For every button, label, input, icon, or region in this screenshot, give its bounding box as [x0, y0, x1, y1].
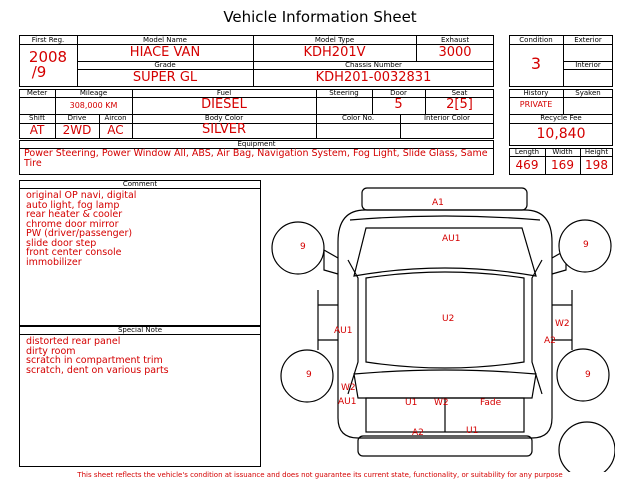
comment-item: chrome door mirror	[26, 218, 119, 230]
disclaimer-footer: This sheet reflects the vehicle's condition at issuance and does not guarantee its current state, functionality, or suitability for any purpose	[77, 471, 563, 479]
aircon-value: AC	[107, 123, 124, 137]
special-note-item: scratch in compartment trim	[26, 355, 163, 366]
front-panel	[350, 216, 540, 220]
model-name-value: HIACE VAN	[129, 45, 201, 60]
damage-right-side-a2: A2	[544, 336, 556, 346]
damage-rear-door-u1: U1	[405, 398, 418, 408]
fuel-value: DIESEL	[201, 97, 247, 112]
first-reg-month: /9	[31, 63, 47, 81]
condition-label: Condition	[519, 36, 553, 44]
damage-front-bumper: A1	[432, 198, 444, 208]
comment-item: slide door step	[26, 237, 97, 249]
left-mirror	[324, 250, 338, 274]
special-note-item: scratch, dent on various parts	[26, 364, 169, 376]
comment-item: original OP navi, digital	[26, 190, 137, 201]
history-label: History	[523, 89, 549, 97]
equipment-label: Equipment	[237, 140, 276, 148]
model-name-label: Model Name	[143, 36, 187, 44]
damage-rear-fade: Fade	[480, 398, 502, 408]
model-type-label: Model Type	[314, 36, 355, 44]
recycle-fee-label: Recycle Fee	[540, 114, 582, 122]
drive-label: Drive	[67, 114, 87, 122]
damage-roof: U2	[442, 314, 455, 324]
interior-color-label: Interior Color	[423, 114, 471, 122]
seat-value: 2[5]	[446, 97, 473, 112]
first-reg-year: 2008	[28, 48, 68, 66]
damage-hood: AU1	[442, 234, 461, 244]
rear-bumper	[358, 436, 532, 456]
exhaust-value: 3000	[438, 45, 472, 60]
history-value: PRIVATE	[519, 100, 553, 109]
exterior-label: Exterior	[574, 36, 602, 44]
special-note-list	[26, 337, 258, 375]
special-note-label: Special Note	[117, 326, 163, 334]
length-label: Length	[514, 148, 540, 156]
comment-item: front center console	[26, 247, 122, 258]
syaken-label: Syaken	[575, 89, 601, 97]
mileage-label: Mileage	[79, 89, 108, 97]
front-left-wheel	[272, 222, 324, 274]
front-bumper	[362, 188, 527, 210]
comment-item: auto light, fog lamp	[26, 199, 120, 211]
body-color-label: Body Color	[204, 114, 244, 122]
special-note-item: distorted rear panel	[26, 336, 121, 347]
damage-right-side-w2: W2	[555, 319, 570, 329]
exhaust-label: Exhaust	[440, 36, 470, 44]
width-label: Width	[552, 148, 573, 156]
height-value: 198	[585, 158, 608, 172]
spare-wheel	[559, 422, 615, 472]
damage-rear-right-wheel: 9	[585, 370, 591, 380]
mileage-value: 308,000 KM	[69, 101, 118, 110]
comment-item: rear heater & cooler	[26, 209, 123, 220]
comment-item: immobilizer	[26, 256, 82, 268]
meter-label: Meter	[26, 89, 48, 97]
chassis-value: KDH201-0032831	[315, 70, 432, 85]
special-note-item: dirty room	[26, 345, 76, 357]
first-reg-label: First Reg.	[31, 36, 65, 44]
damage-rear-bumper-u1: U1	[466, 426, 479, 436]
damage-front-right-wheel: 9	[583, 240, 589, 250]
comment-label: Comment	[122, 180, 158, 188]
rear-right-wheel	[557, 349, 609, 401]
body-color-value: SILVER	[201, 122, 247, 137]
shift-value: AT	[29, 123, 45, 137]
door-value: 5	[394, 97, 403, 112]
comment-item: PW (driver/passenger)	[26, 228, 133, 239]
width-value: 169	[551, 158, 574, 172]
damage-rear-bumper-a2: A2	[412, 428, 424, 438]
height-label: Height	[584, 148, 609, 156]
rear-window	[354, 370, 536, 398]
recycle-fee-value: 10,840	[536, 126, 586, 142]
damage-left-side: AU1	[334, 326, 353, 336]
shift-label: Shift	[29, 114, 45, 122]
condition-value: 3	[530, 54, 542, 73]
interior-label: Interior	[575, 61, 601, 69]
page-title: Vehicle Information Sheet	[223, 8, 417, 26]
chassis-label: Chassis Number	[345, 61, 402, 69]
damage-rear-left-wheel: 9	[306, 370, 312, 380]
seat-label: Seat	[451, 89, 468, 97]
drive-value: 2WD	[62, 123, 92, 137]
equipment-value: Power Steering, Power Window All, ABS, Air Bag, Navigation System, Fog Light, Slide Glass, Same Tire	[24, 148, 488, 169]
fuel-label: Fuel	[216, 89, 232, 97]
model-type-value: KDH201V	[303, 45, 366, 60]
damage-rear-left: AU1	[338, 397, 357, 407]
aircon-label: Aircon	[104, 114, 127, 122]
steering-label: Steering	[329, 89, 359, 97]
color-no-label: Color No.	[341, 114, 375, 122]
damage-front-left-wheel: 9	[300, 242, 306, 252]
door-label: Door	[390, 89, 407, 97]
length-value: 469	[515, 158, 539, 172]
comment-list	[26, 191, 258, 267]
grade-label: Grade	[154, 61, 176, 69]
damage-left-rear: W2	[341, 383, 356, 393]
grade-value: SUPER GL	[132, 70, 198, 85]
damage-rear-door-w2: W2	[434, 398, 449, 408]
